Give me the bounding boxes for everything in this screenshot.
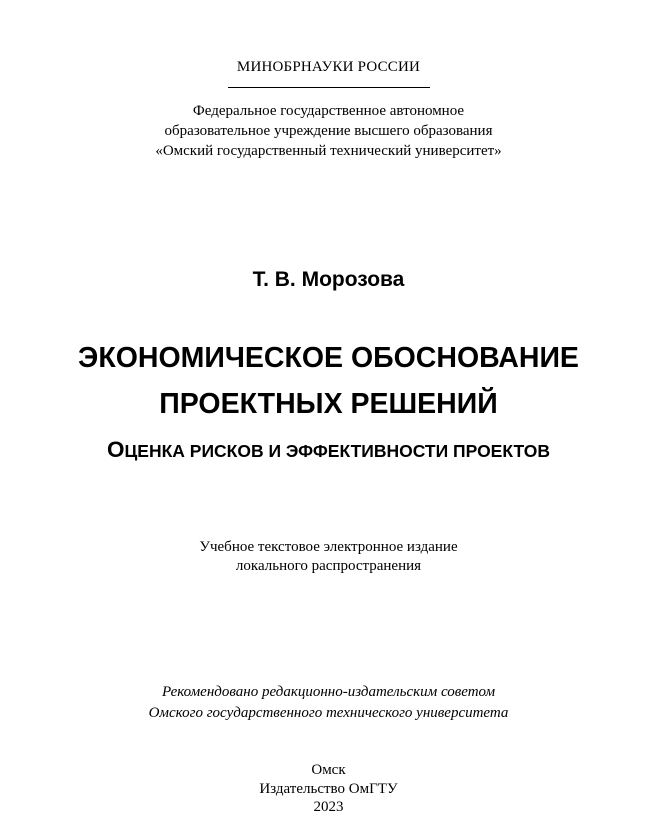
book-subtitle (0, 436, 657, 465)
book-title-line-2: ПРОЕКТНЫХ РЕШЕНИЙ (159, 388, 498, 420)
edition-line-1: Учебное текстовое электронное издание (199, 539, 458, 555)
author-name: Т. В. Морозова (252, 268, 405, 291)
subtitle-initial: О (107, 437, 125, 462)
recommendation-line-1: Рекомендовано редакционно-издательским советом (161, 684, 496, 700)
book-title-line-1: ЭКОНОМИЧЕСКОЕ ОБОСНОВАНИЕ (78, 342, 579, 374)
edition-line-2: локального распространения (235, 558, 422, 574)
imprint-year: 2023 (313, 799, 344, 815)
institution-line-1: Федеральное государственное автономное (192, 103, 465, 119)
imprint-city: Омск (311, 762, 346, 778)
institution-line-3: «Омский государственный технический университет» (155, 143, 502, 159)
recommendation-line-2: Омского государственного технического университета (148, 705, 509, 721)
ministry-name: МИНОБРНАУКИ РОССИИ (236, 59, 421, 75)
subtitle-rest: ЦЕНКА РИСКОВ И ЭФФЕКТИВНОСТИ ПРОЕКТОВ (124, 441, 550, 461)
institution-line-2: образовательное учреждение высшего образования (164, 123, 493, 139)
ministry-underline (228, 87, 430, 88)
imprint-publisher: Издательство ОмГТУ (259, 781, 398, 797)
